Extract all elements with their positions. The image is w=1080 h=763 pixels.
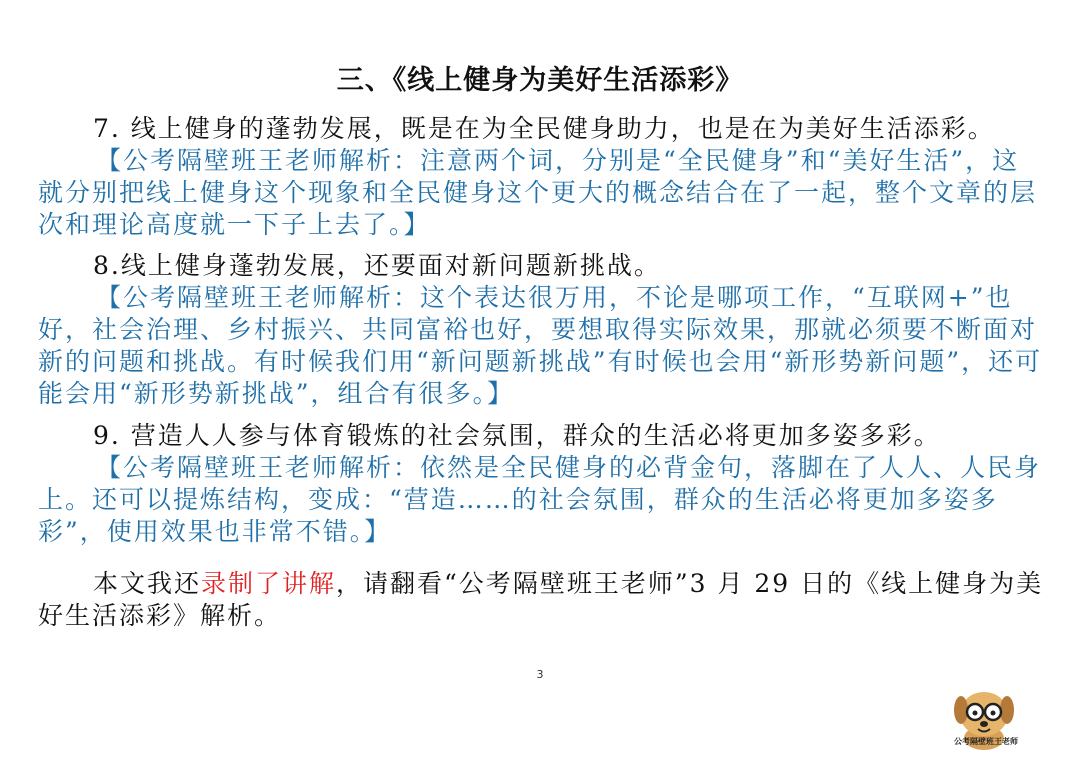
item-8-note: 【公考隔壁班王老师解析：这个表达很万用，不论是哪项工作，“互联网+”也好，社会治理、乡村振兴、共同富裕也好，要想取得实际效果，那就必须要不断面对新的问题和挑战。有时候我们用“新问题新挑战”有时候也会用“新形势新问题”，还可能会用“新形势新挑战”，组合有很多。】 [38,283,1043,408]
closing-text-before: 本文我还 [93,569,202,598]
item-7-note: 【公考隔壁班王老师解析：注意两个词，分别是“全民健身”和“美好生活”，这就分别把线上健身这个现象和全民健身这个更大的概念结合在了一起，整个文章的层次和理论高度就一下子上去了。】 [38,146,1038,239]
item-9-main: 9. 营造人人参与体育锻炼的社会氛围，群众的生活必将更加多姿多彩。 [93,421,941,450]
closing-text-after: ，请翻看“公考隔壁班王老师”3 月 29 日的《线上健身为美好生活添彩》解析。 [38,569,1044,630]
page-title: 三、《线上健身为美好生活添彩》 [336,65,744,96]
dog-with-glasses-icon [944,680,1024,760]
item-9-note: 【公考隔壁班王老师解析：依然是全民健身的必背金句，落脚在了人人、人民身上。还可以提炼结构，变成：“营造……的社会氛围，群众的生活必将更加多姿多彩”，使用效果也非常不错。】 [38,453,1042,546]
item-7-main: 7. 线上健身的蓬勃发展，既是在为全民健身助力，也是在为美好生活添彩。 [93,114,995,143]
closing-paragraph [38,568,1044,632]
page-number: 3 [536,668,544,681]
closing-highlight: 录制了讲解 [201,569,337,598]
logo-caption: 公考隔壁班王老师 [954,737,1018,746]
item-8-main: 8.线上健身蓬勃发展，还要面对新问题新挑战。 [93,251,661,280]
